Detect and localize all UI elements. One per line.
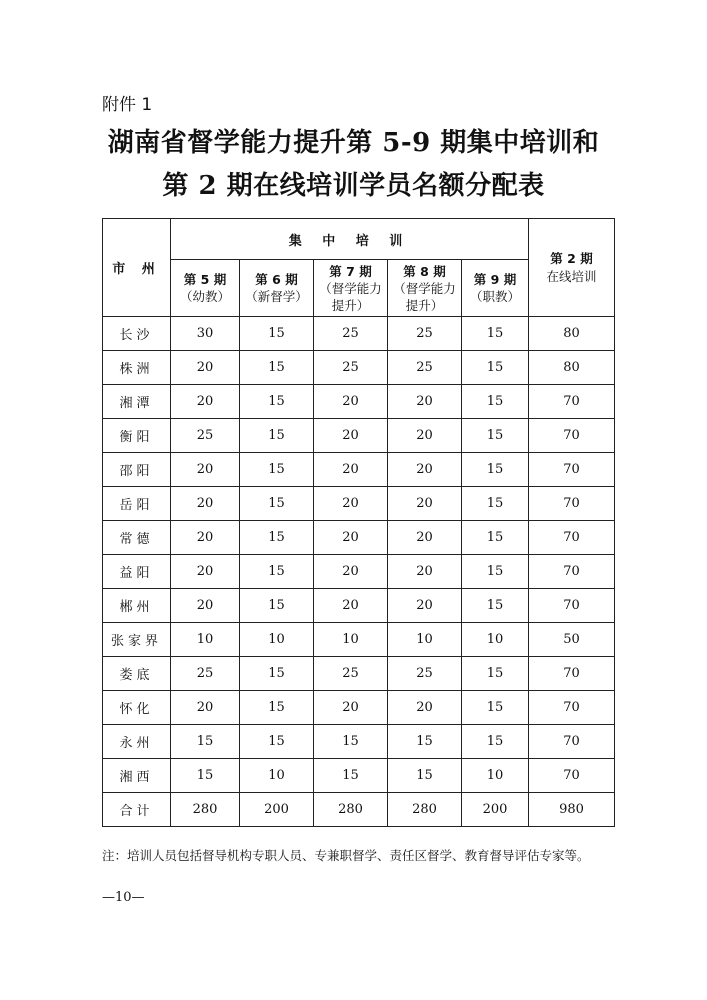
quota-cell-p6: 15 [240,385,314,419]
city-cell: 娄底 [103,657,171,691]
quota-cell-p8: 20 [388,385,462,419]
city-cell: 湘潭 [103,385,171,419]
quota-cell-p8: 20 [388,453,462,487]
quota-cell-online: 70 [529,725,615,759]
quota-cell-p6: 15 [240,351,314,385]
quota-cell-p7: 20 [314,691,388,725]
quota-cell-p7: 280 [314,793,388,827]
quota-cell-p6: 200 [240,793,314,827]
quota-cell-p8: 15 [388,725,462,759]
city-cell: 郴州 [103,589,171,623]
quota-cell-p7: 15 [314,759,388,793]
quota-cell-online: 80 [529,317,615,351]
header-period-type: （新督学） [245,289,308,304]
quota-cell-online: 70 [529,521,615,555]
city-cell: 怀化 [103,691,171,725]
quota-cell-p5: 20 [171,521,240,555]
table-row [103,725,615,759]
quota-cell-p6: 10 [240,759,314,793]
quota-cell-p9: 15 [462,385,529,419]
quota-cell-p9: 15 [462,453,529,487]
attachment-label: 附件 1 [102,95,153,115]
quota-cell-online: 50 [529,623,615,657]
quota-cell-p9: 15 [462,657,529,691]
header-period-number: 第 9 期 [473,272,517,287]
quota-cell-p8: 20 [388,691,462,725]
table-row [103,351,615,385]
footnote: 注：培训人员包括督导机构专职人员、专兼职督学、责任区督学、教育督导评估专家等。 [102,848,590,863]
city-cell: 合计 [103,793,171,827]
quota-cell-p7: 25 [314,351,388,385]
quota-cell-p5: 20 [171,589,240,623]
city-cell: 邵阳 [103,453,171,487]
header-period-6 [240,260,314,317]
quota-cell-p7: 10 [314,623,388,657]
quota-cell-p8: 20 [388,487,462,521]
quota-cell-p6: 15 [240,657,314,691]
quota-cell-p6: 15 [240,521,314,555]
quota-cell-p7: 20 [314,589,388,623]
header-period-5 [171,260,240,317]
header-city: 市 州 [103,219,171,317]
table-row [103,419,615,453]
table-row [103,623,615,657]
quota-cell-p6: 15 [240,555,314,589]
quota-cell-p5: 25 [171,419,240,453]
quota-cell-p6: 15 [240,725,314,759]
city-cell: 长沙 [103,317,171,351]
quota-cell-p6: 15 [240,691,314,725]
quota-cell-p5: 20 [171,487,240,521]
header-period-number: 第 7 期 [329,263,372,279]
city-cell: 衡阳 [103,419,171,453]
quota-cell-p9: 200 [462,793,529,827]
quota-cell-p9: 15 [462,521,529,555]
quota-cell-p5: 10 [171,623,240,657]
quota-cell-p7: 15 [314,725,388,759]
quota-cell-p7: 20 [314,521,388,555]
quota-cell-p8: 25 [388,351,462,385]
allocation-table [102,218,615,827]
quota-cell-p8: 25 [388,657,462,691]
table-row [103,691,615,725]
header-period-type: （督学能力提升） [319,280,382,313]
quota-cell-p5: 15 [171,725,240,759]
quota-cell-p5: 20 [171,555,240,589]
quota-cell-p7: 20 [314,487,388,521]
quota-cell-online: 70 [529,589,615,623]
quota-cell-p9: 15 [462,487,529,521]
header-online-training [529,219,615,317]
table-row [103,793,615,827]
quota-cell-p6: 15 [240,317,314,351]
city-cell: 湘西 [103,759,171,793]
quota-cell-p5: 280 [171,793,240,827]
quota-cell-online: 70 [529,555,615,589]
table-row [103,385,615,419]
quota-cell-p9: 15 [462,691,529,725]
quota-cell-online: 980 [529,793,615,827]
quota-cell-p9: 15 [462,589,529,623]
quota-cell-p5: 20 [171,385,240,419]
quota-cell-online: 70 [529,487,615,521]
quota-cell-p8: 15 [388,759,462,793]
header-period-number: 第 5 期 [183,272,227,287]
quota-cell-p8: 20 [388,521,462,555]
quota-cell-p9: 10 [462,623,529,657]
table-row [103,317,615,351]
quota-cell-online: 70 [529,657,615,691]
quota-cell-p5: 20 [171,691,240,725]
quota-cell-p9: 15 [462,555,529,589]
city-cell: 益阳 [103,555,171,589]
quota-cell-p9: 15 [462,419,529,453]
quota-cell-p7: 20 [314,555,388,589]
quota-cell-p7: 25 [314,317,388,351]
table-row [103,589,615,623]
table-row [103,521,615,555]
quota-cell-p7: 25 [314,657,388,691]
quota-cell-p5: 30 [171,317,240,351]
quota-cell-p9: 10 [462,759,529,793]
quota-cell-p5: 15 [171,759,240,793]
page-number: —10— [102,890,145,905]
table-row [103,759,615,793]
header-period-7 [314,260,388,317]
header-period-number: 第 6 期 [255,272,298,287]
table-row [103,487,615,521]
quota-cell-p7: 20 [314,453,388,487]
quota-cell-p6: 15 [240,453,314,487]
quota-cell-p8: 25 [388,317,462,351]
document-title-line1: 湖南省督学能力提升第 5-9 期集中培训和 [107,128,600,158]
header-period-8 [388,260,462,317]
quota-cell-p5: 20 [171,453,240,487]
quota-cell-p8: 20 [388,555,462,589]
header-period-number: 第 8 期 [403,263,446,279]
quota-cell-p5: 20 [171,351,240,385]
quota-cell-online: 70 [529,385,615,419]
quota-cell-p9: 15 [462,317,529,351]
header-period-type: （职教） [469,289,520,304]
header-period-type: （督学能力提升） [393,280,456,313]
header-online-label: 在线培训 [546,268,597,284]
quota-cell-p5: 25 [171,657,240,691]
header-online-period: 第 2 期 [550,250,593,266]
city-cell: 岳阳 [103,487,171,521]
quota-cell-p8: 10 [388,623,462,657]
quota-cell-p8: 280 [388,793,462,827]
quota-cell-p8: 20 [388,589,462,623]
quota-cell-online: 70 [529,691,615,725]
table-row [103,555,615,589]
quota-cell-p6: 15 [240,419,314,453]
header-period-type: （幼教） [179,289,230,304]
quota-cell-online: 70 [529,419,615,453]
header-concentrated-training: 集 中 培 训 [171,219,529,260]
quota-cell-p9: 15 [462,351,529,385]
quota-cell-p8: 20 [388,419,462,453]
quota-cell-online: 70 [529,759,615,793]
quota-cell-p7: 20 [314,385,388,419]
city-cell: 常德 [103,521,171,555]
table-row [103,657,615,691]
city-cell: 株洲 [103,351,171,385]
table-row [103,453,615,487]
quota-cell-online: 80 [529,351,615,385]
quota-cell-p6: 10 [240,623,314,657]
quota-cell-p6: 15 [240,589,314,623]
header-period-9 [462,260,529,317]
quota-cell-p6: 15 [240,487,314,521]
city-cell: 永州 [103,725,171,759]
city-cell: 张家界 [103,623,171,657]
quota-cell-p9: 15 [462,725,529,759]
quota-cell-online: 70 [529,453,615,487]
quota-cell-p7: 20 [314,419,388,453]
document-title-line2: 第 2 期在线培训学员名额分配表 [162,171,545,201]
